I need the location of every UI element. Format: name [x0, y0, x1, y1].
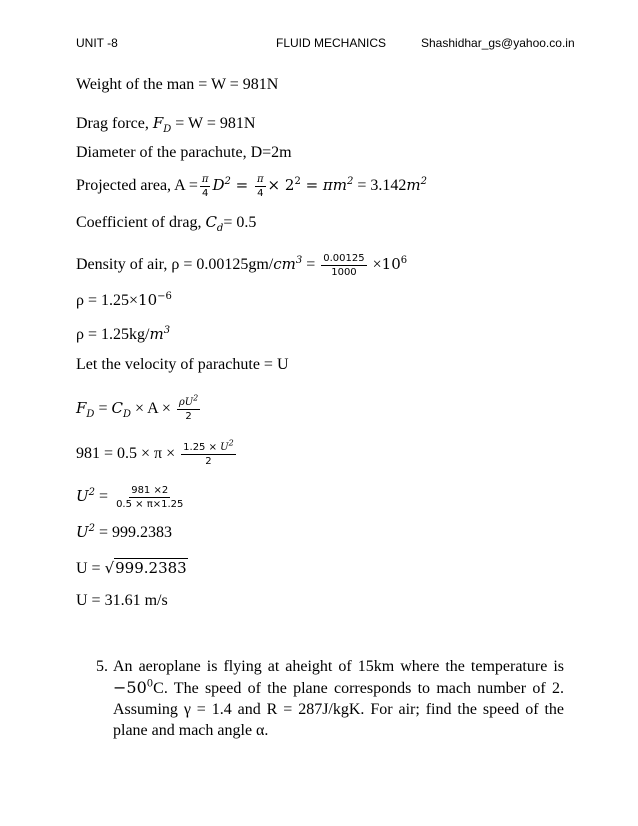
weight-line: Weight of the man = W = 981N	[76, 76, 279, 93]
cd-symbol: $C_d$	[205, 213, 224, 234]
eq2-denominator: 2	[205, 456, 212, 467]
rho1-text: ρ = 1.25×	[76, 292, 139, 309]
drag-equation-line: $F_D = C_D \times A$ × $\frac{\rho U^2}{2}$	[76, 393, 199, 422]
substitution-line	[76, 438, 238, 468]
coef-value: = 0.5	[223, 214, 257, 231]
header-subject: FLUID MECHANICS	[276, 36, 387, 50]
rho-line-2: $\rho = 1.25kg/m^3$	[76, 325, 171, 343]
area-line: Projected area, A = $\frac{\pi}{4}$ $D^2$ = $\frac{\pi}{4}$ × $2^2 = \pi m^2 = 3.142m^2$	[76, 174, 428, 199]
area-result: = 3.142	[353, 177, 407, 195]
sqrt-radicand: 999.2383	[115, 559, 187, 577]
density-numerator: 0.00125	[323, 253, 365, 264]
eq3-fraction	[114, 484, 185, 511]
final-velocity-line: U = 31.61 m/s	[76, 592, 168, 609]
header-unit: UNIT -8	[76, 36, 118, 50]
diameter-line: Diameter of the parachute, D=2m	[76, 144, 292, 161]
pi-over-4-fraction: $\frac{\pi}{4}$	[201, 174, 209, 199]
u-squared-value-line: $U^2 = 999.2383$	[76, 523, 173, 541]
rho-u2-fraction: $\frac{\rho U^2}{2}$	[178, 393, 199, 422]
question-line-4: plane and mach angle α.	[113, 722, 269, 739]
sqrt-line	[76, 558, 188, 579]
d-squared: $D^2$	[212, 176, 231, 195]
eq3-numerator: 981 ×2	[131, 485, 169, 496]
eq3-denominator: 0.5 × π×1.25	[116, 499, 184, 510]
sqrt-left: U =	[76, 560, 105, 577]
pi-over-4-fraction-2: $\frac{\pi}{4}$	[256, 174, 264, 199]
question-line-2-rest: C. The speed of the plane corresponds to mach number of 2.	[153, 680, 564, 697]
question-5	[96, 656, 564, 741]
header-email: Shashidhar_gs@yahoo.co.in	[421, 36, 575, 50]
eq1-denominator: 2	[185, 411, 192, 422]
question-line-1: An aeroplane is flying at aheight of 15km where the temperature is	[113, 658, 564, 675]
question-line-3: Assuming γ = 1.4 and R = 287J/kgK. For air; find the speed of the	[113, 701, 564, 718]
fd-symbol: $F_D$	[152, 114, 172, 135]
velocity-line: Let the velocity of parachute = U	[76, 356, 289, 373]
coef-label: Coefficient of drag,	[76, 214, 206, 231]
temperature-value: −50	[113, 678, 147, 697]
density-label: Density of air, ρ = 0.00125gm/	[76, 256, 274, 274]
drag-label: Drag force,	[76, 115, 153, 132]
eq2-left: 981 = 0.5 × π ×	[76, 445, 176, 463]
question-number: 5.	[96, 658, 108, 675]
area-label: Projected area, A =	[76, 177, 198, 195]
density-line: Density of air, $\rho = 0.00125gm/cm^3$ = $\frac{0.00125}{1000}$ $\times 10^6$	[76, 253, 408, 278]
question-line-2: $-50^0C$. The speed of the plane corresponds to mach number of 2.	[113, 678, 564, 697]
u2-value: = 999.2383	[95, 524, 173, 541]
question-text	[113, 656, 564, 741]
density-fraction	[321, 252, 366, 279]
eq2-numerator: 1.25 ×	[183, 442, 221, 453]
sqrt-expression: √999.2383	[104, 559, 187, 577]
u-squared-fraction-line: $U^2$ = $\frac{981 \times 2}{0.5 \times \pi\times 1.25}$	[76, 485, 184, 510]
drag-force-line	[76, 113, 255, 134]
density-denominator: 1000	[331, 267, 357, 278]
eq2-fraction: $\frac{1.25 \times U^2}{2}$	[183, 438, 234, 467]
rho2-text: ρ = 1.25kg/	[76, 326, 150, 343]
coefficient-line	[76, 212, 256, 233]
drag-value: = W = 981N	[171, 115, 256, 132]
rho-line-1: $\rho = 1.25\times 10^{-6}$	[76, 291, 172, 309]
